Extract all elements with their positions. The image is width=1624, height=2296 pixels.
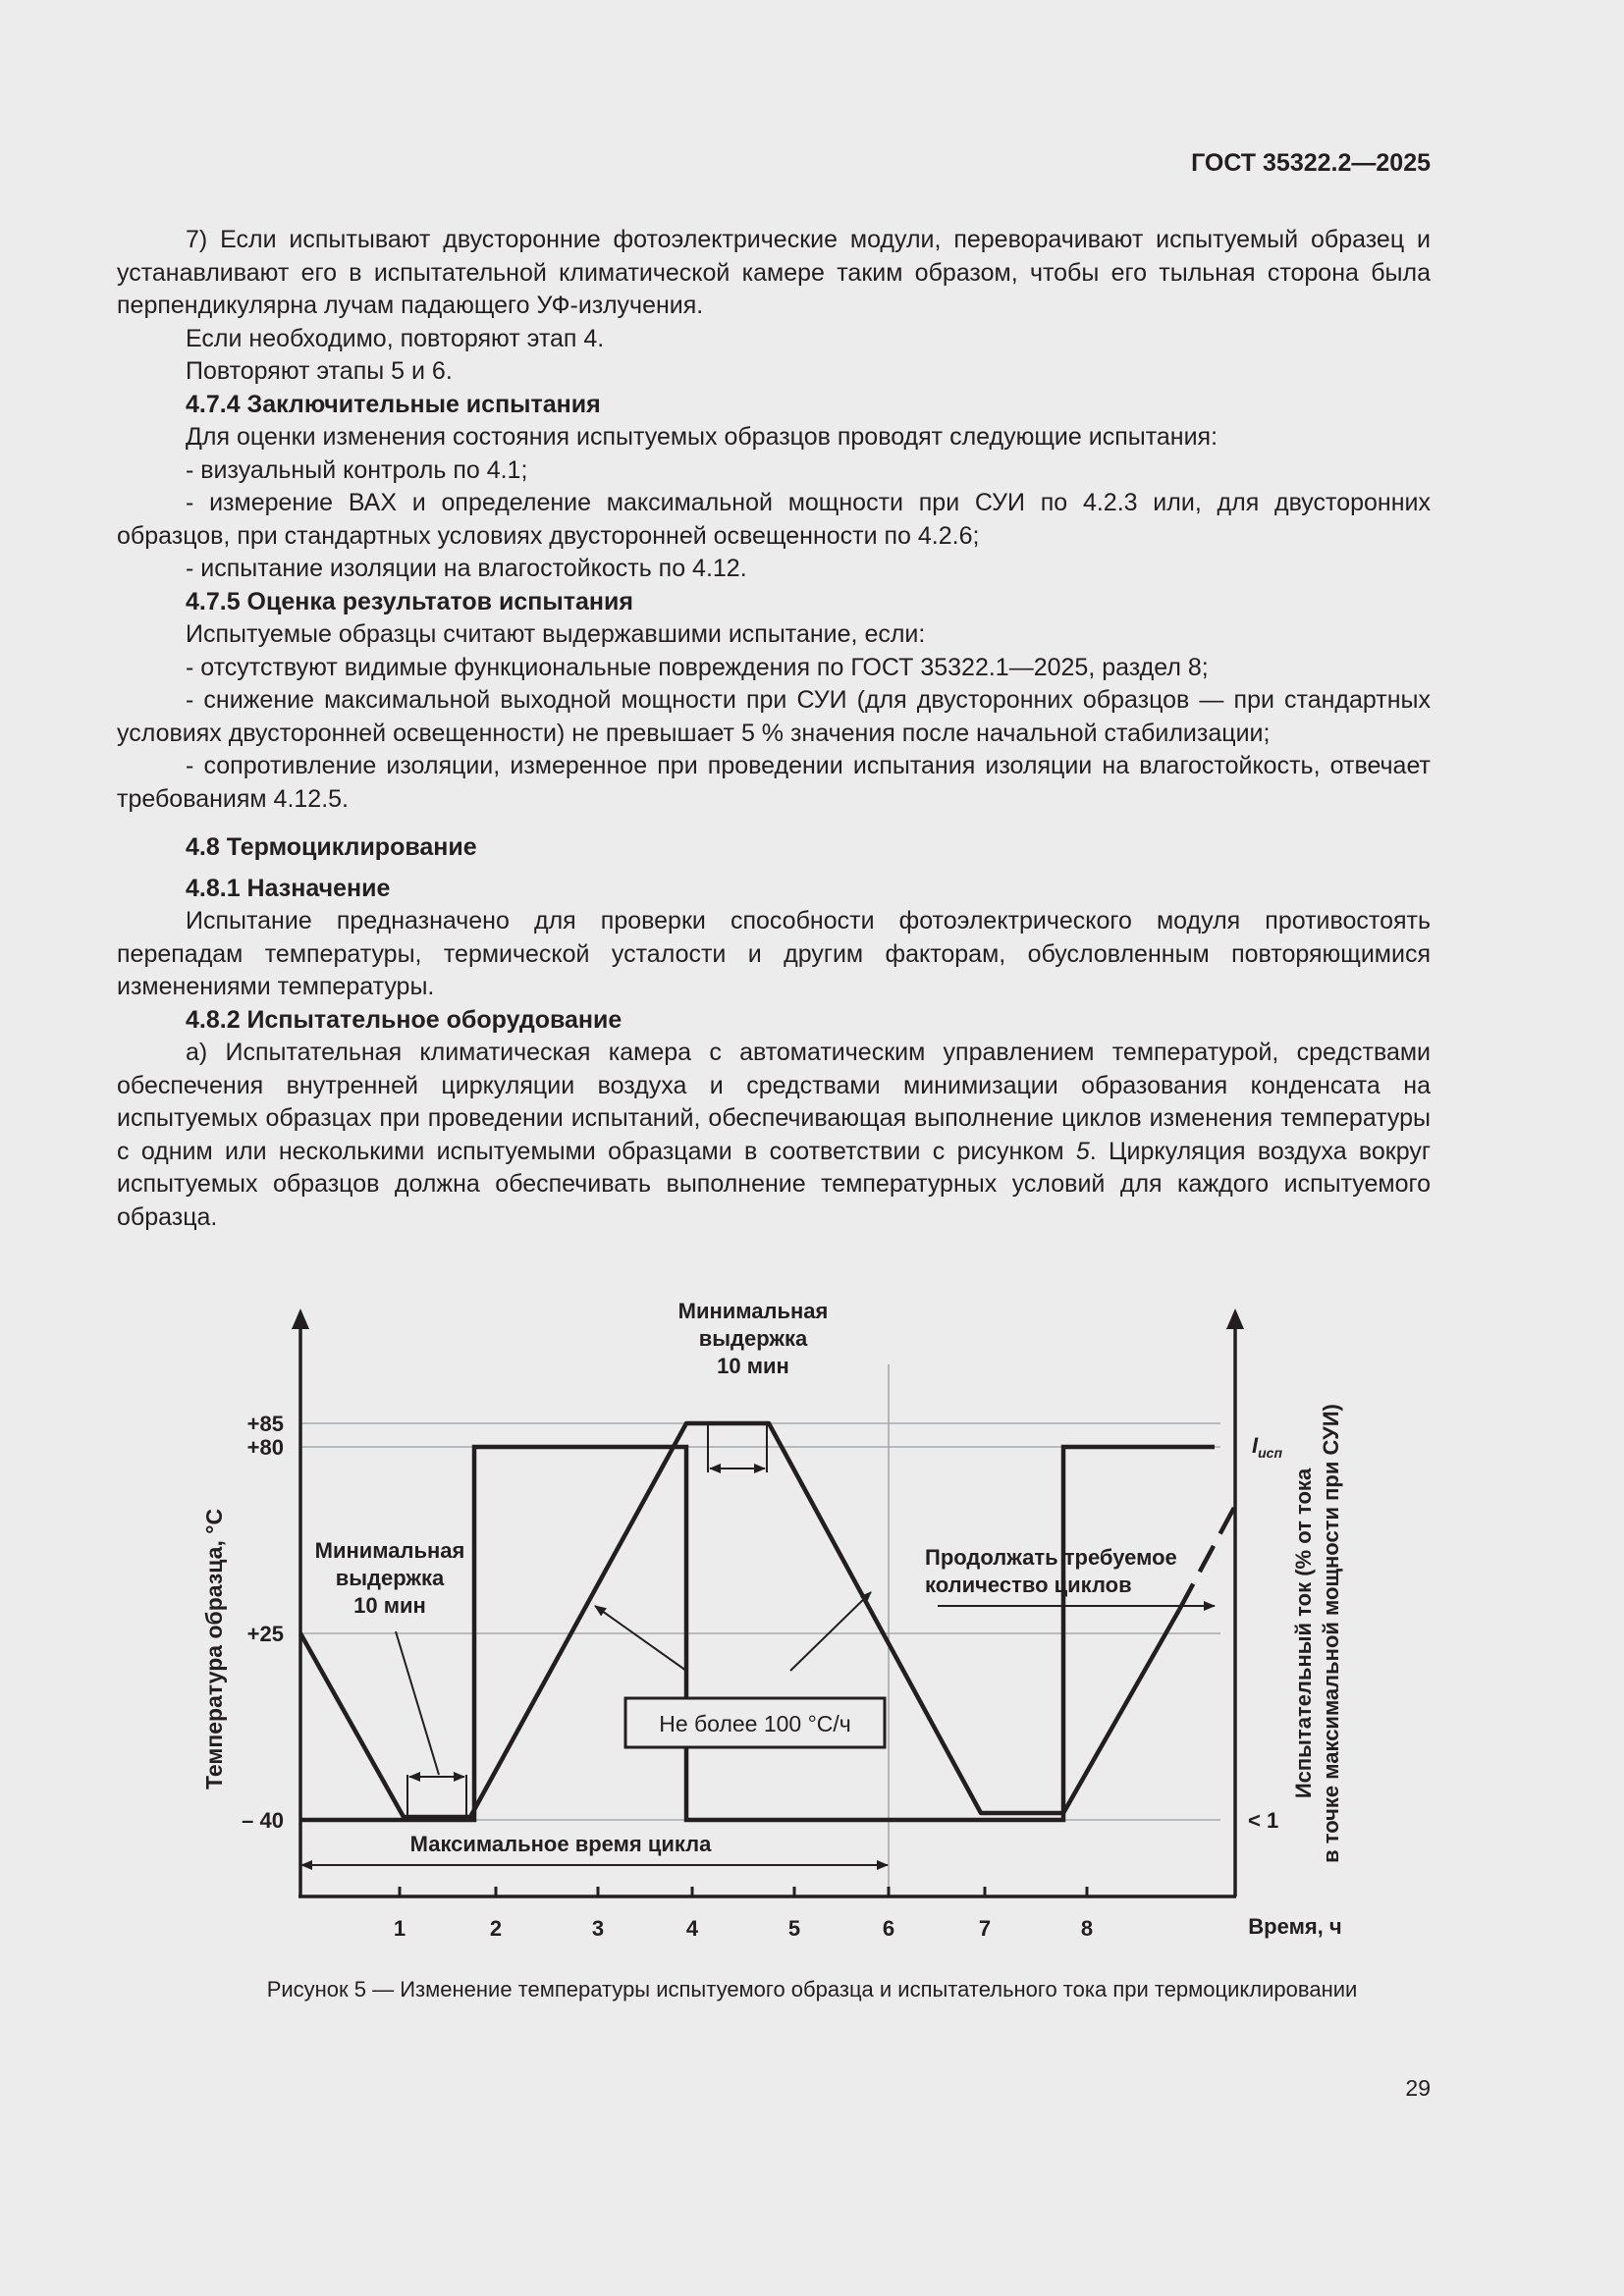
thermal-cycling-diagram [117, 1296, 1431, 1963]
y-tick-labels [242, 1412, 284, 1833]
annotation-line: 10 мин [717, 1354, 789, 1378]
annotation-line: выдержка [698, 1326, 808, 1351]
section-heading: 4.7.5 Оценка результатов испытания [186, 587, 633, 615]
section-heading: 4.8.1 Назначение [186, 874, 391, 902]
y2-axis-arrowhead [1226, 1308, 1244, 1329]
x-tick-label: 6 [882, 1916, 895, 1941]
list-item: - измерение ВАХ и определение максимальной мощности при СУИ по 4.2.3 или, для двусторонних образцов, при стандартных условиях двусторонней освещенности по 4.2.6; [117, 489, 1431, 550]
list-item: - отсутствуют видимые функциональные повреждения по ГОСТ 35322.1—2025, раздел 8; [186, 653, 1209, 681]
i-test-label [1252, 1433, 1282, 1461]
paragraph: Повторяют этапы 5 и 6. [186, 357, 453, 385]
document-id: ГОСТ 35322.2—2025 [1191, 149, 1431, 177]
paragraph: Если необходимо, повторяют этап 4. [186, 324, 605, 352]
annotation-line: 10 мин [353, 1593, 426, 1618]
y-tick-label: +85 [246, 1412, 284, 1436]
i-test-sub: исп [1258, 1445, 1283, 1461]
x-tick-label: 2 [489, 1916, 503, 1941]
annotation-line: Минимальная [677, 1299, 829, 1323]
section-heading: 4.8 Термоциклирование [186, 833, 477, 861]
x-tick-label: 4 [685, 1916, 699, 1941]
rate-arrow-right [790, 1592, 871, 1671]
list-item: - снижение максимальной выходной мощности при СУИ (для двусторонних образцов — при стандартных условиях двусторонней освещенности) не превышает 5 % значения после начальной стабилизации; [117, 686, 1431, 747]
y-axis-label: Температура образца, °C [201, 1508, 227, 1790]
x-tick-label: 5 [787, 1916, 801, 1941]
y2-axis-label-line1: Испытательный ток (% от тока [1291, 1468, 1316, 1799]
rate-arrow-left [595, 1606, 686, 1671]
section-heading: 4.8.2 Испытательное оборудование [186, 1005, 623, 1034]
list-item: - визуальный контроль по 4.1; [186, 455, 528, 484]
x-tick-label: 8 [1080, 1916, 1094, 1941]
y-tick-label: +80 [246, 1435, 284, 1460]
x-axis-label: Время, ч [1248, 1914, 1342, 1939]
figure-5 [117, 1296, 1431, 1963]
paragraph: Для оценки изменения состояния испытуемых образцов проводят следующие испытания: [186, 423, 1218, 451]
paragraph: 7) Если испытывают двусторонние фотоэлектрические модули, переворачивают испытуемый образец и устанавливают его в испытательной климатической камере таким образом, чтобы его тыльная сторона была перпендикулярна лучам падающего УФ-излучения. [117, 226, 1431, 319]
continue-annotation [925, 1545, 1177, 1597]
paragraph: Испытание предназначено для проверки способности фотоэлектрического модуля противостоять перепадам температуры, термической усталости и другим факторам, обусловленным повторяющимися изменениями температуры. [117, 907, 1431, 1000]
figure-reference: 5 [1075, 1137, 1090, 1165]
annotation-line: Продолжать требуемое [925, 1545, 1177, 1570]
annotation-line: выдержка [335, 1566, 445, 1590]
list-item: - сопротивление изоляции, измеренное при проведении испытания изоляции на влагостойкость, отвечает требованиям 4.12.5. [117, 752, 1431, 813]
temperature-curve [300, 1423, 1179, 1817]
paragraph-text: а) Испытательная климатическая камера с автоматическим управлением температурой, средствами обеспечения внутренней циркуляции воздуха и средствами минимизации образования конденсата на испытуемых образцах при проведении испытаний, обеспечивающая выполнение циклов изменения температуры с одним или несколькими испытуемыми образцами в соответствии с рисунком [117, 1039, 1431, 1165]
lt1-label: < 1 [1248, 1808, 1279, 1833]
y-tick-label: – 40 [242, 1808, 284, 1833]
dimension-arrows [301, 1423, 1215, 1865]
paragraph-text: . Циркуляция воздуха вокруг испытуемых образцов должна обеспечивать выполнение температурных условий для каждого испытуемого образца. [117, 1137, 1431, 1231]
y2-axis-label-line2: в точке максимальной мощности при СУИ) [1319, 1404, 1343, 1863]
max-cycle-label: Максимальное время цикла [409, 1832, 712, 1856]
leader-line [396, 1631, 439, 1775]
page-number: 29 [1405, 2075, 1431, 2101]
paragraph: Испытуемые образцы считают выдержавшими испытание, если: [186, 620, 926, 648]
i-test-main: I [1252, 1433, 1259, 1458]
paragraph [117, 1037, 1431, 1234]
annotation-line: количество циклов [925, 1573, 1132, 1597]
list-item: - испытание изоляции на влагостойкость по 4.12. [186, 555, 747, 582]
min-hold-top-annotation [678, 1299, 829, 1378]
x-tick-label: 7 [978, 1916, 992, 1941]
rate-label: Не более 100 °С/ч [659, 1711, 851, 1736]
x-tick-label: 1 [393, 1916, 406, 1941]
temperature-continuation [1179, 1504, 1236, 1610]
figure-caption: Рисунок 5 — Изменение температуры испытуемого образца и испытательного тока при термоциклировании [266, 1977, 1358, 2002]
section-heading: 4.7.4 Заключительные испытания [186, 390, 601, 418]
body-text [117, 224, 1431, 1234]
annotation-line: Минимальная [314, 1538, 465, 1563]
x-tick-labels [394, 1916, 1093, 1941]
y-axis-arrowhead [292, 1308, 309, 1329]
min-hold-left-annotation [315, 1538, 465, 1618]
y-tick-label: +25 [246, 1622, 284, 1646]
x-tick-label: 3 [591, 1916, 605, 1941]
axes [298, 1323, 1236, 1896]
